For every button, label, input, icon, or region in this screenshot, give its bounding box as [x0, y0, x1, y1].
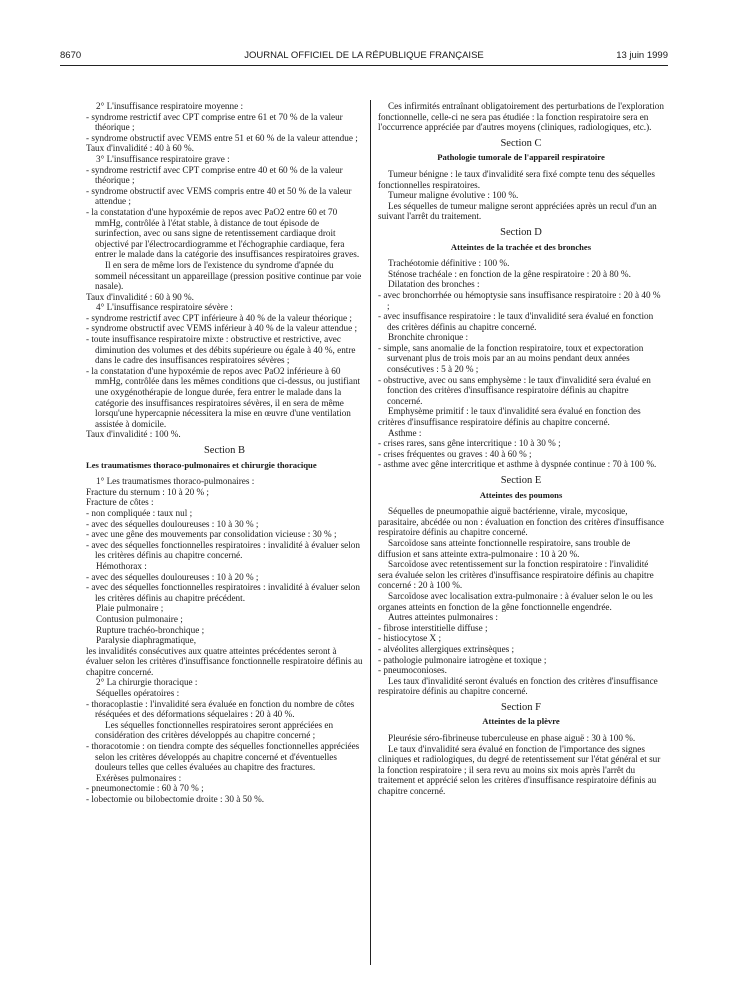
list-item: - thoracotomie : on tiendra compte des séquelles fonctionnelles appréciées selon les critères développés au chapitre concerné et d'éventuelles douleurs telles que celles évaluées au chapitre des fractures. — [86, 741, 360, 773]
list-item: - asthme avec gêne intercritique et asthme à dyspnée continue : 70 à 100 %. — [378, 459, 657, 470]
page-header — [60, 50, 668, 64]
list-item: - pneumonectomie : 60 à 70 % ; — [86, 783, 204, 794]
list-item: - avec des séquelles douloureuses : 10 à 30 % ; — [86, 518, 259, 529]
list-item: - lobectomie ou bilobectomie droite : 30 à 50 %. — [86, 794, 265, 804]
paragraph: Les séquelles de tumeur maligne seront appréciées après un recul d'un an suivant l'arrêt du traitement. — [378, 200, 657, 222]
paragraph: Paralysie diaphragmatique, — [96, 635, 197, 646]
section-heading: Section D — [500, 226, 542, 238]
list-item: - pathologie pulmonaire iatrogène et toxique ; — [378, 654, 547, 665]
paragraph: Rupture trachéo-bronchique ; — [96, 624, 205, 635]
list-item: - obstructive, avec ou sans emphysème : le taux d'invalidité sera évalué en fonction des critères d'insuffisance respiratoire définis au chapitre concerné. — [378, 374, 651, 406]
paragraph: 2° La chirurgie thoracique : — [96, 677, 198, 688]
journal-title: JOURNAL OFFICIEL DE LA RÉPUBLIQUE FRANÇAISE — [244, 50, 484, 61]
list-item: - pneumoconioses. — [378, 665, 447, 676]
list-item: - avec insuffisance respiratoire : le taux d'invalidité sera évalué en fonction des critères définis au chapitre concerné. — [378, 311, 654, 332]
section-subtitle: Atteintes de la trachée et des bronches — [450, 241, 592, 252]
section-subtitle: Atteintes des poumons — [479, 489, 563, 500]
list-item: - avec des séquelles douloureuses : 10 à 20 % ; — [86, 571, 259, 582]
list-item: - syndrome obstructif avec VEMS entre 51 et 60 % de la valeur attendue ; — [86, 132, 358, 143]
page-number: 8670 — [60, 50, 82, 61]
paragraph: Hémothorax : — [96, 560, 147, 571]
header-rule — [60, 65, 668, 66]
list-item: - simple, sans anomalie de la fonction respiratoire, toux et expectoration survenant plus de trois mois par an au moins pendant deux années consécutives : 5 à 20 % ; — [378, 342, 644, 375]
paragraph: Tumeur bénigne : le taux d'invalidité sera fixé compte tenu des séquelles fonctionnelles respiratoires. — [378, 168, 655, 190]
list-item: Il en sera de même lors de l'existence du syndrome d'apnée du sommeil nécessitant un appareillage (pression positive continue par voie nasale). — [95, 259, 362, 292]
section-subtitle: Pathologie tumorale de l'appareil respiratoire — [437, 152, 605, 163]
list-item: - la constatation d'une hypoxémie de repos avec PaO2 entre 60 et 70 mmHg, contrôlée à l'état stable, à distance de tout épisode de surinfection, avec ou sans signe de retentissement cardiaque droit objectivé par l'électrocardiogramme et l'échographie cardiaque, fera entrer le malade dans la catégorie des insuffisances respiratoires graves. — [86, 206, 360, 260]
list-item: - syndrome restrictif avec CPT comprise entre 40 et 60 % de la valeur théorique ; — [86, 164, 343, 186]
list-item: - crises rares, sans gêne intercritique : 10 à 30 % ; — [378, 438, 561, 449]
paragraph: Séquelles opératoires : — [96, 688, 180, 699]
paragraph: Dilatation des bronches : — [388, 279, 480, 290]
list-item: - histiocytose X ; — [378, 633, 442, 644]
list-item: - syndrome restrictif avec CPT inférieure à 40 % de la valeur théorique ; — [86, 312, 352, 323]
list-item: Les séquelles fonctionnelles respiratoires seront appréciées en considération des critères développés au chapitre concerné ; — [95, 719, 334, 741]
list-item: - toute insuffisance respiratoire mixte : obstructive et restrictive, avec diminution des volumes et des débits supérieure ou égale à 40 %, entre dans le cadre des insuffisances respiratoires sévères ; — [86, 334, 356, 366]
paragraph: Pleurésie séro-fibrineuse tuberculeuse en phase aiguë : 30 à 100 %. — [388, 733, 636, 744]
paragraph: Fracture de côtes : — [86, 497, 154, 508]
list-item: - thoracoplastie : l'invalidité sera évaluée en fonction du nombre de côtes réséquées et des déformations séquelaires : 20 à 40 %. — [86, 698, 355, 720]
section-heading: Section C — [500, 137, 542, 149]
paragraph: Sténose trachéale : en fonction de la gêne respiratoire : 20 à 80 %. — [388, 268, 631, 279]
paragraph: Sarcoïdose avec retentissement sur la fonction respiratoire : l'invalidité sera évaluée selon les critères d'insuffisance respiratoire définis au chapitre concerné : 20 à 100 %. — [378, 559, 654, 591]
list-item: - avec des séquelles fonctionnelles respiratoires : invalidité à évaluer selon les critères définis au chapitre précédent. — [86, 582, 360, 603]
paragraph: Contusion pulmonaire ; — [96, 613, 183, 624]
paragraph: Taux d'invalidité : 40 à 60 %. — [86, 143, 194, 154]
paragraph: Autres atteintes pulmonaires : — [388, 612, 498, 623]
paragraph: 1° Les traumatismes thoraco-pulmonaires : — [96, 476, 255, 487]
section-heading: Section E — [500, 475, 542, 486]
paragraph: Emphysème primitif : le taux d'invalidité sera évalué en fonction des critères d'insuffisance respiratoire définis au chapitre concerné. — [378, 406, 641, 428]
paragraph: 4° L'insuffisance respiratoire sévère : — [96, 302, 233, 313]
list-item: - non compliquée : taux nul ; — [86, 507, 193, 518]
column-divider — [370, 100, 371, 965]
paragraph: Taux d'invalidité : 100 %. — [86, 429, 181, 440]
paragraph: Taux d'invalidité : 60 à 90 %. — [86, 291, 194, 302]
paragraph: Tumeur maligne évolutive : 100 %. — [388, 190, 519, 201]
paragraph: Bronchite chronique : — [388, 332, 469, 343]
paragraph: 3° L'insuffisance respiratoire grave : — [96, 153, 230, 164]
paragraph: Exérèses pulmonaires : — [96, 772, 182, 783]
paragraph: Trachéotomie définitive : 100 %. — [388, 258, 510, 269]
left-column — [86, 101, 363, 805]
section-subtitle: Atteintes de la plèvre — [482, 716, 560, 727]
list-item: - avec bronchorrhée ou hémoptysie sans insuffisance respiratoire : 20 à 40 % ; — [378, 289, 661, 311]
list-item: - crises fréquentes ou graves : 40 à 60 % ; — [378, 448, 532, 459]
paragraph: Séquelles de pneumopathie aiguë bactérienne, virale, mycosique, parasitaire, abcédée ou non : évaluation en fonction des critères d'insuffisance respiratoire définis au chapitre concerné. — [378, 506, 664, 538]
paragraph: 2° L'insuffisance respiratoire moyenne : — [96, 101, 244, 111]
list-item: - alvéolites allergiques extrinsèques ; — [378, 643, 515, 654]
paragraph: les invalidités consécutives aux quatre atteintes précédentes seront à évaluer selon les critères d'insuffisance fonctionnelle respiratoire définis au chapitre concerné. — [86, 645, 363, 677]
paragraph: Plaie pulmonaire ; — [96, 603, 164, 614]
paragraph: Sarcoïdose avec localisation extra-pulmonaire : à évaluer selon le ou les organes atteints en fonction de la gêne fonctionnelle engendrée. — [378, 590, 653, 612]
paragraph: Ces infirmités entraînant obligatoirement des perturbations de l'exploration fonctionnelle, celle-ci ne sera pas étudiée : la fonction respiratoire sera en l'occurrence appréciée par d'autres moyens (cliniques, radiologiques, etc.). — [378, 101, 664, 133]
list-item: - la constatation d'une hypoxémie de repos avec PaO2 inférieure à 60 mmHg, contrôlée dans les mêmes conditions que ci-dessus, ou justifiant une oxygénothérapie de longue durée, fera entrer le malade dans la catégorie des insuffisances respiratoires sévères, il en sera de même lorsqu'une hypercapnie nécessitera la mise en œuvre d'une ventilation assistée à domicile. — [86, 365, 361, 429]
paragraph: Le taux d'invalidité sera évalué en fonction de l'importance des signes cliniques et radiologiques, du degré de retentissement sur l'état général et sur la fonction respiratoire ; il sera revu au moins six mois après l'arrêt du traitement et apprécié selon les critères d'insuffisance respiratoire définis au chapitre concerné. — [378, 743, 661, 797]
section-subtitle: Les traumatismes thoraco-pulmonaires et chirurgie thoracique — [86, 459, 317, 470]
right-column — [378, 101, 664, 797]
paragraph: Fracture du sternum : 10 à 20 % ; — [86, 486, 209, 497]
paragraph: Les taux d'invalidité seront évalués en fonction des critères d'insuffisance respiratoire définis au chapitre concerné. — [378, 675, 658, 697]
list-item: - syndrome restrictif avec CPT comprise entre 61 et 70 % de la valeur théorique ; — [86, 111, 343, 133]
list-item: - avec une gêne des mouvements par consolidation vicieuse : 30 % ; — [86, 529, 337, 540]
section-heading: Section F — [501, 701, 541, 713]
publication-date: 13 juin 1999 — [616, 50, 668, 61]
list-item: - syndrome obstructif avec VEMS inférieur à 40 % de la valeur attendue ; — [86, 323, 358, 334]
section-heading: Section B — [203, 445, 246, 456]
paragraph: Asthme : — [388, 427, 422, 438]
list-item: - syndrome obstructif avec VEMS compris entre 40 et 50 % de la valeur attendue ; — [86, 185, 352, 207]
list-item: - fibrose interstitielle diffuse ; — [378, 622, 488, 633]
paragraph: Sarcoïdose sans atteinte fonctionnelle respiratoire, sans trouble de diffusion et sans atteinte extra-pulmonaire : 10 à 20 %. — [378, 537, 631, 559]
list-item: - avec des séquelles fonctionnelles respiratoires : invalidité à évaluer selon les critères définis au chapitre concerné. — [86, 539, 360, 561]
